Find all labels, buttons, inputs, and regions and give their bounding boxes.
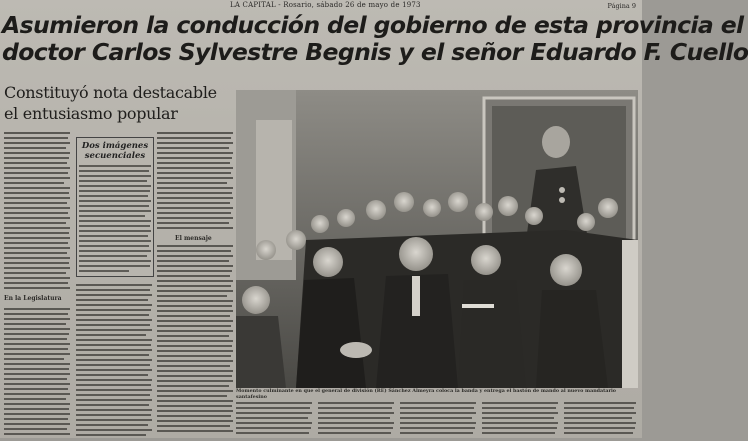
masthead-dateline: LA CAPITAL - Rosario, sábado 26 de mayo de 1973: [230, 1, 421, 9]
subhead-legislatura: En la Legislatura: [4, 295, 62, 302]
body-text-texture: [236, 398, 638, 438]
masthead: [0, 0, 642, 10]
sidebar-box: [76, 137, 154, 277]
headline-line-1: Asumieron la conducción del gobierno de esta provincia el: [2, 11, 744, 39]
sidebar-box-title: Dos imágenes secuenciales: [81, 141, 149, 161]
deck-line-1: Constituyó nota destacable: [4, 83, 217, 102]
sidebar-box-text-texture: [79, 165, 151, 277]
photo-caption: Momento culminante en que el general de división (RE) Sánchez Almeyra coloca la banda y entrega el bastón de mando al nuevo mandatario santafesino: [236, 388, 617, 400]
deck-subheadline: [4, 82, 236, 124]
body-text-texture: [157, 130, 235, 438]
page-number: Página 9: [607, 2, 636, 10]
headline-line-2: doctor Carlos Sylvestre Begnis y el señor Eduardo F. Cuello: [2, 38, 748, 66]
body-columns-lower: [236, 398, 638, 438]
body-text-texture: [76, 282, 154, 438]
photo-image: [236, 90, 638, 388]
subhead-mensaje: El mensaje: [175, 235, 212, 242]
body-column-3: [157, 130, 235, 438]
body-text-texture: [4, 130, 72, 438]
body-column-1: [4, 130, 72, 438]
headline: [2, 11, 748, 66]
ceremony-photograph: [236, 90, 638, 388]
deck-line-2: el entusiasmo popular: [4, 104, 178, 123]
body-column-2: [76, 282, 154, 438]
